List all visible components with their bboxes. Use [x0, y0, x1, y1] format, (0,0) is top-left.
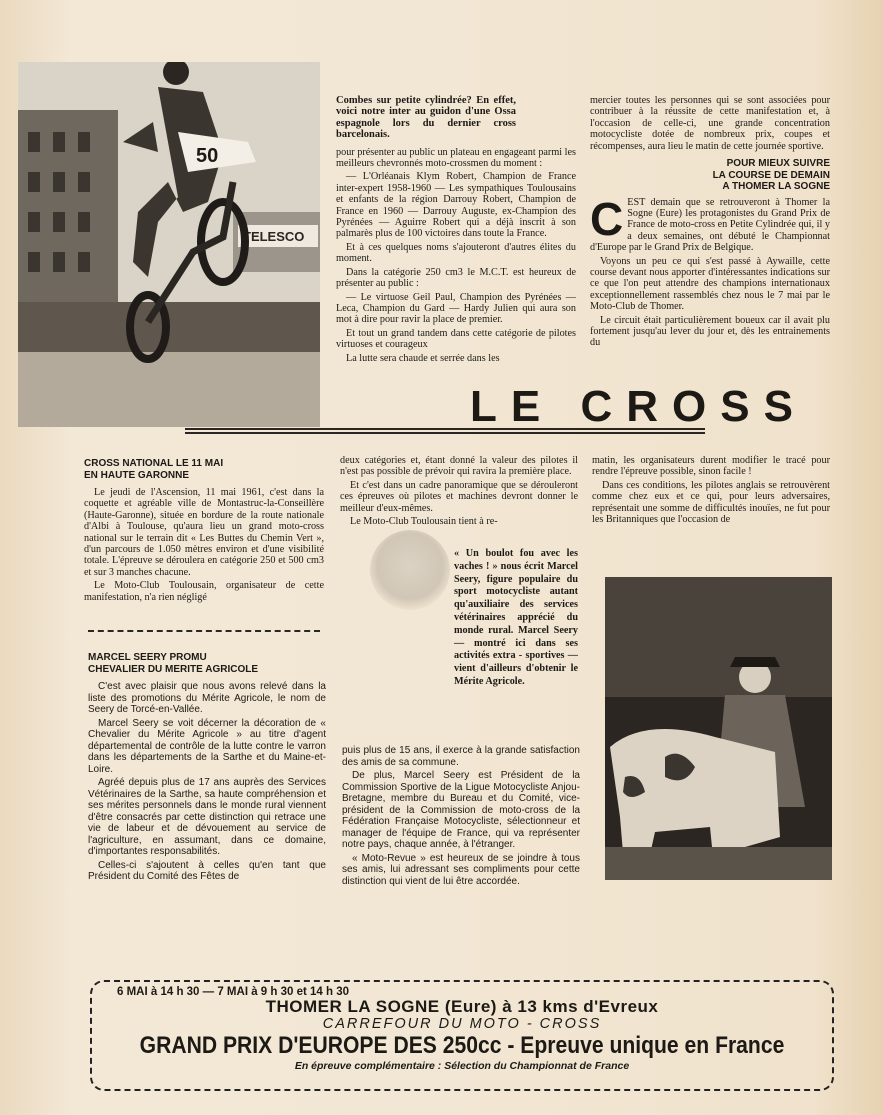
section-heading [590, 158, 830, 193]
cross-national-column [84, 458, 324, 605]
middle-right-column [592, 455, 830, 527]
paragraph: pour présenter au public un plateau en engageant parmi les meilleurs chevronnés moto-crossmen du moment : [336, 146, 576, 170]
paragraph: Dans ces conditions, les pilotes anglais se retrouvèrent comme chez eux et ce qui, pour leurs adversaires, représentait une somme de difficultés inouïes, ne fut pour les Britanniques que l'occasion de [592, 479, 830, 526]
paragraph: Et à ces quelques noms s'ajouteront d'autres élites du moment. [336, 241, 576, 265]
motocross-photo-art [18, 62, 320, 427]
paragraph: — Le virtuose Geil Paul, Champion des Pyrénées — Leca, Champion du Gard — Hardy Julien qui aura son mot à dire pour ravir la place de premier. [336, 291, 576, 326]
paragraph: Le circuit était particulièrement boueux car il avait plu fortement jusqu'au lever du jour et, dès les entrainements du [590, 314, 830, 349]
paragraph: Dans la catégorie 250 cm3 le M.C.T. est heureux de présenter au public : [336, 266, 576, 290]
paragraph: Voyons un peu ce qui s'est passé à Aywaille, cette course devant nous apporter d'intéressantes indications sur ce que l'on peut attendre des champions internationaux exceptionnellement rassemblés chez nous le 7 mai par le Moto-Club de Thomer. [590, 255, 830, 313]
paragraph: Le Moto-Club Toulousain, organisateur de cette manifestation, n'a rien négligé [84, 580, 324, 603]
photo-caption: Combes sur petite cylindrée? En effet, voici notre inter au guidon d'une Ossa espagnole lors du dernier cross barcelonais. [336, 95, 516, 141]
decorative-rule [88, 630, 320, 632]
paragraph: matin, les organisateurs durent modifier le tracé pour rendre l'épreuve possible, sinon facile ! [592, 455, 830, 478]
paragraph: — L'Orléanais Klym Robert, Champion de France inter-expert 1958-1960 — Les sympathiques Toulousains et enfants de la région Darrouy Robert, Champion de France en 1960 — Darrouy Auguste, ex-Champion des Pyrénées — Aguirre Robert qui a déjà inscrit à son palmarès plus de 100 victoires dans toute la France. [336, 171, 576, 240]
section-title: LE CROSS [470, 382, 807, 431]
paragraph: C'est avec plaisir que nous avons relevé dans la liste des promotions du Mérite Agricole, le nom de Seery de Torcé-en-Vallée. [88, 681, 326, 715]
paragraph: Et tout un grand tandem dans cette catégorie de pilotes virtuoses et courageux [336, 327, 576, 351]
paragraph: puis plus de 15 ans, il exerce à la grande satisfaction des amis de sa commune. [342, 745, 580, 768]
heading-line: CHEVALIER DU MERITE AGRICOLE [88, 663, 259, 675]
heading-line: LA COURSE DE DEMAIN [712, 169, 830, 181]
banner-location: THOMER LA SOGNE (Eure) à 13 kms d'Evreux [265, 997, 659, 1016]
top-middle-column [336, 95, 576, 366]
paragraph: « Moto-Revue » est heureux de se joindre à tous ses amis, lui adressant ses compliments pour cette distinction qui vient de lui être accordée. [342, 852, 580, 887]
quote-box: « Un boulot fou avec les vaches ! » nous écrit Marcel Seery, figure populaire du sport motocycliste autant qu'auxiliaire des services vétérinaires apprécié du monde rural. Marcel Seery — montré ici dans ses activités extra - sportives — vient d'ailleurs d'obtenir le Mérite Agricole. [454, 548, 578, 687]
drop-cap: C [590, 192, 624, 245]
paragraph: Celles-ci s'ajoutent à celles qu'en tant que Président du Comité des Fêtes de [88, 859, 326, 882]
banner-dates: 6 MAI à 14 h 30 — 7 MAI à 9 h 30 et 14 h 30 [117, 986, 350, 998]
section-heading [84, 458, 324, 481]
heading-line: POUR MIEUX SUIVRE [726, 158, 830, 170]
middle-center-column [340, 455, 578, 529]
paragraph: La lutte sera chaude et serrée dans les [346, 352, 500, 364]
seery-continuation-column [342, 745, 580, 889]
banner-subtitle: CARREFOUR DU MOTO - CROSS [322, 1016, 602, 1032]
banner-footnote: En épreuve complémentaire : Sélection du Championnat de France [294, 1060, 630, 1072]
heading-line: CROSS NATIONAL LE 11 MAI [84, 458, 224, 469]
paragraph-text: EST demain que se retrouveront à Thomer la Sogne (Eure) les protagonistes du Grand Prix de France de moto-cross en Petite Cylindrée qui, il y a deux semaines, ont débuté le Championnat d'Europe par le Grand Prix de Belgique. [590, 196, 830, 254]
event-banner [90, 980, 834, 1091]
paragraph: deux catégories et, étant donné la valeur des pilotes il n'est pas possible de prévoir qui ravira la première place. [340, 455, 578, 478]
banner-headline: GRAND PRIX D'EUROPE DES 250cc - Epreuve unique en France [139, 1032, 785, 1059]
heading-line: EN HAUTE GARONNE [84, 469, 190, 481]
paragraph [590, 192, 830, 254]
paragraph: Le jeudi de l'Ascension, 11 mai 1961, c'est dans la coquette et agréable ville de Montastruc-la-Conseillère (Haute-Garonne), située en bordure de la route nationale d'Albi à Toulouse, qu'aura lieu un grand moto-cross national sur le terrain dit « Les Buttes du Chemin Vert », d'un parcours de 1.050 mètres environ et d'une visibilité totale. L'épreuve se déroulera en catégorie 250 et 500 cm3 et sur 3 manches chacune. [84, 487, 324, 578]
top-right-column [590, 95, 830, 351]
seery-column [88, 652, 326, 885]
motocross-photo [18, 62, 320, 427]
heading-line: MARCEL SEERY PROMU [88, 652, 207, 663]
race-number: 50 [196, 145, 219, 167]
paragraph: mercier toutes les personnes qui se sont associées pour contribuer à la réussite de cette manifestation et, à l'occasion de celle-ci, une grande concentration motocycliste dotée de nombreux prix, coupes et récompenses, aura lieu le matin de cette journée sportive. [590, 95, 830, 152]
paragraph: Et c'est dans un cadre panoramique que se dérouleront ces épreuves où pilotes et machines devront donner le meilleur d'eux-mêmes. [340, 479, 578, 514]
paragraph: Agréé depuis plus de 17 ans auprès des Services Vétérinaires de la Sarthe, sa haute compréhension et ses mérites personnels dans le monde rural viennent d'être consacrés par cette distinction qui retrace une vie de labeur et de dévouement au service de l'agriculture, en assumant, dans ce domaine, d'importantes responsabilités. [88, 777, 326, 857]
section-heading [88, 652, 326, 675]
farmer-cow-photo [605, 577, 832, 880]
farmer-cow-photo-art [605, 577, 832, 880]
heading-line: A THOMER LA SOGNE [722, 181, 830, 193]
portrait-photo [370, 530, 450, 610]
decorative-rule [185, 428, 705, 443]
paragraph: Marcel Seery se voit décerner la décoration de « Chevalier du Mérite Agricole » au titre d'agent départemental de contrôle de la lutte contre le varron dans les départements de la Sarthe et du Maine-et-Loire. [88, 717, 326, 775]
paragraph: Le Moto-Club Toulousain tient à re- [350, 516, 498, 528]
paragraph: De plus, Marcel Seery est Président de la Commission Sportive de la Ligue Motocycliste Anjou-Bretagne, membre du Bureau et du Comité, vice-président de la Commission de moto-cross de la Fédération Française Motocycliste, sélectionneur et manager de l'équipe de France, qui va représenter notre pays, chaque année, à l'étranger. [342, 770, 580, 850]
telesco-sign: TELESCO [243, 229, 305, 244]
